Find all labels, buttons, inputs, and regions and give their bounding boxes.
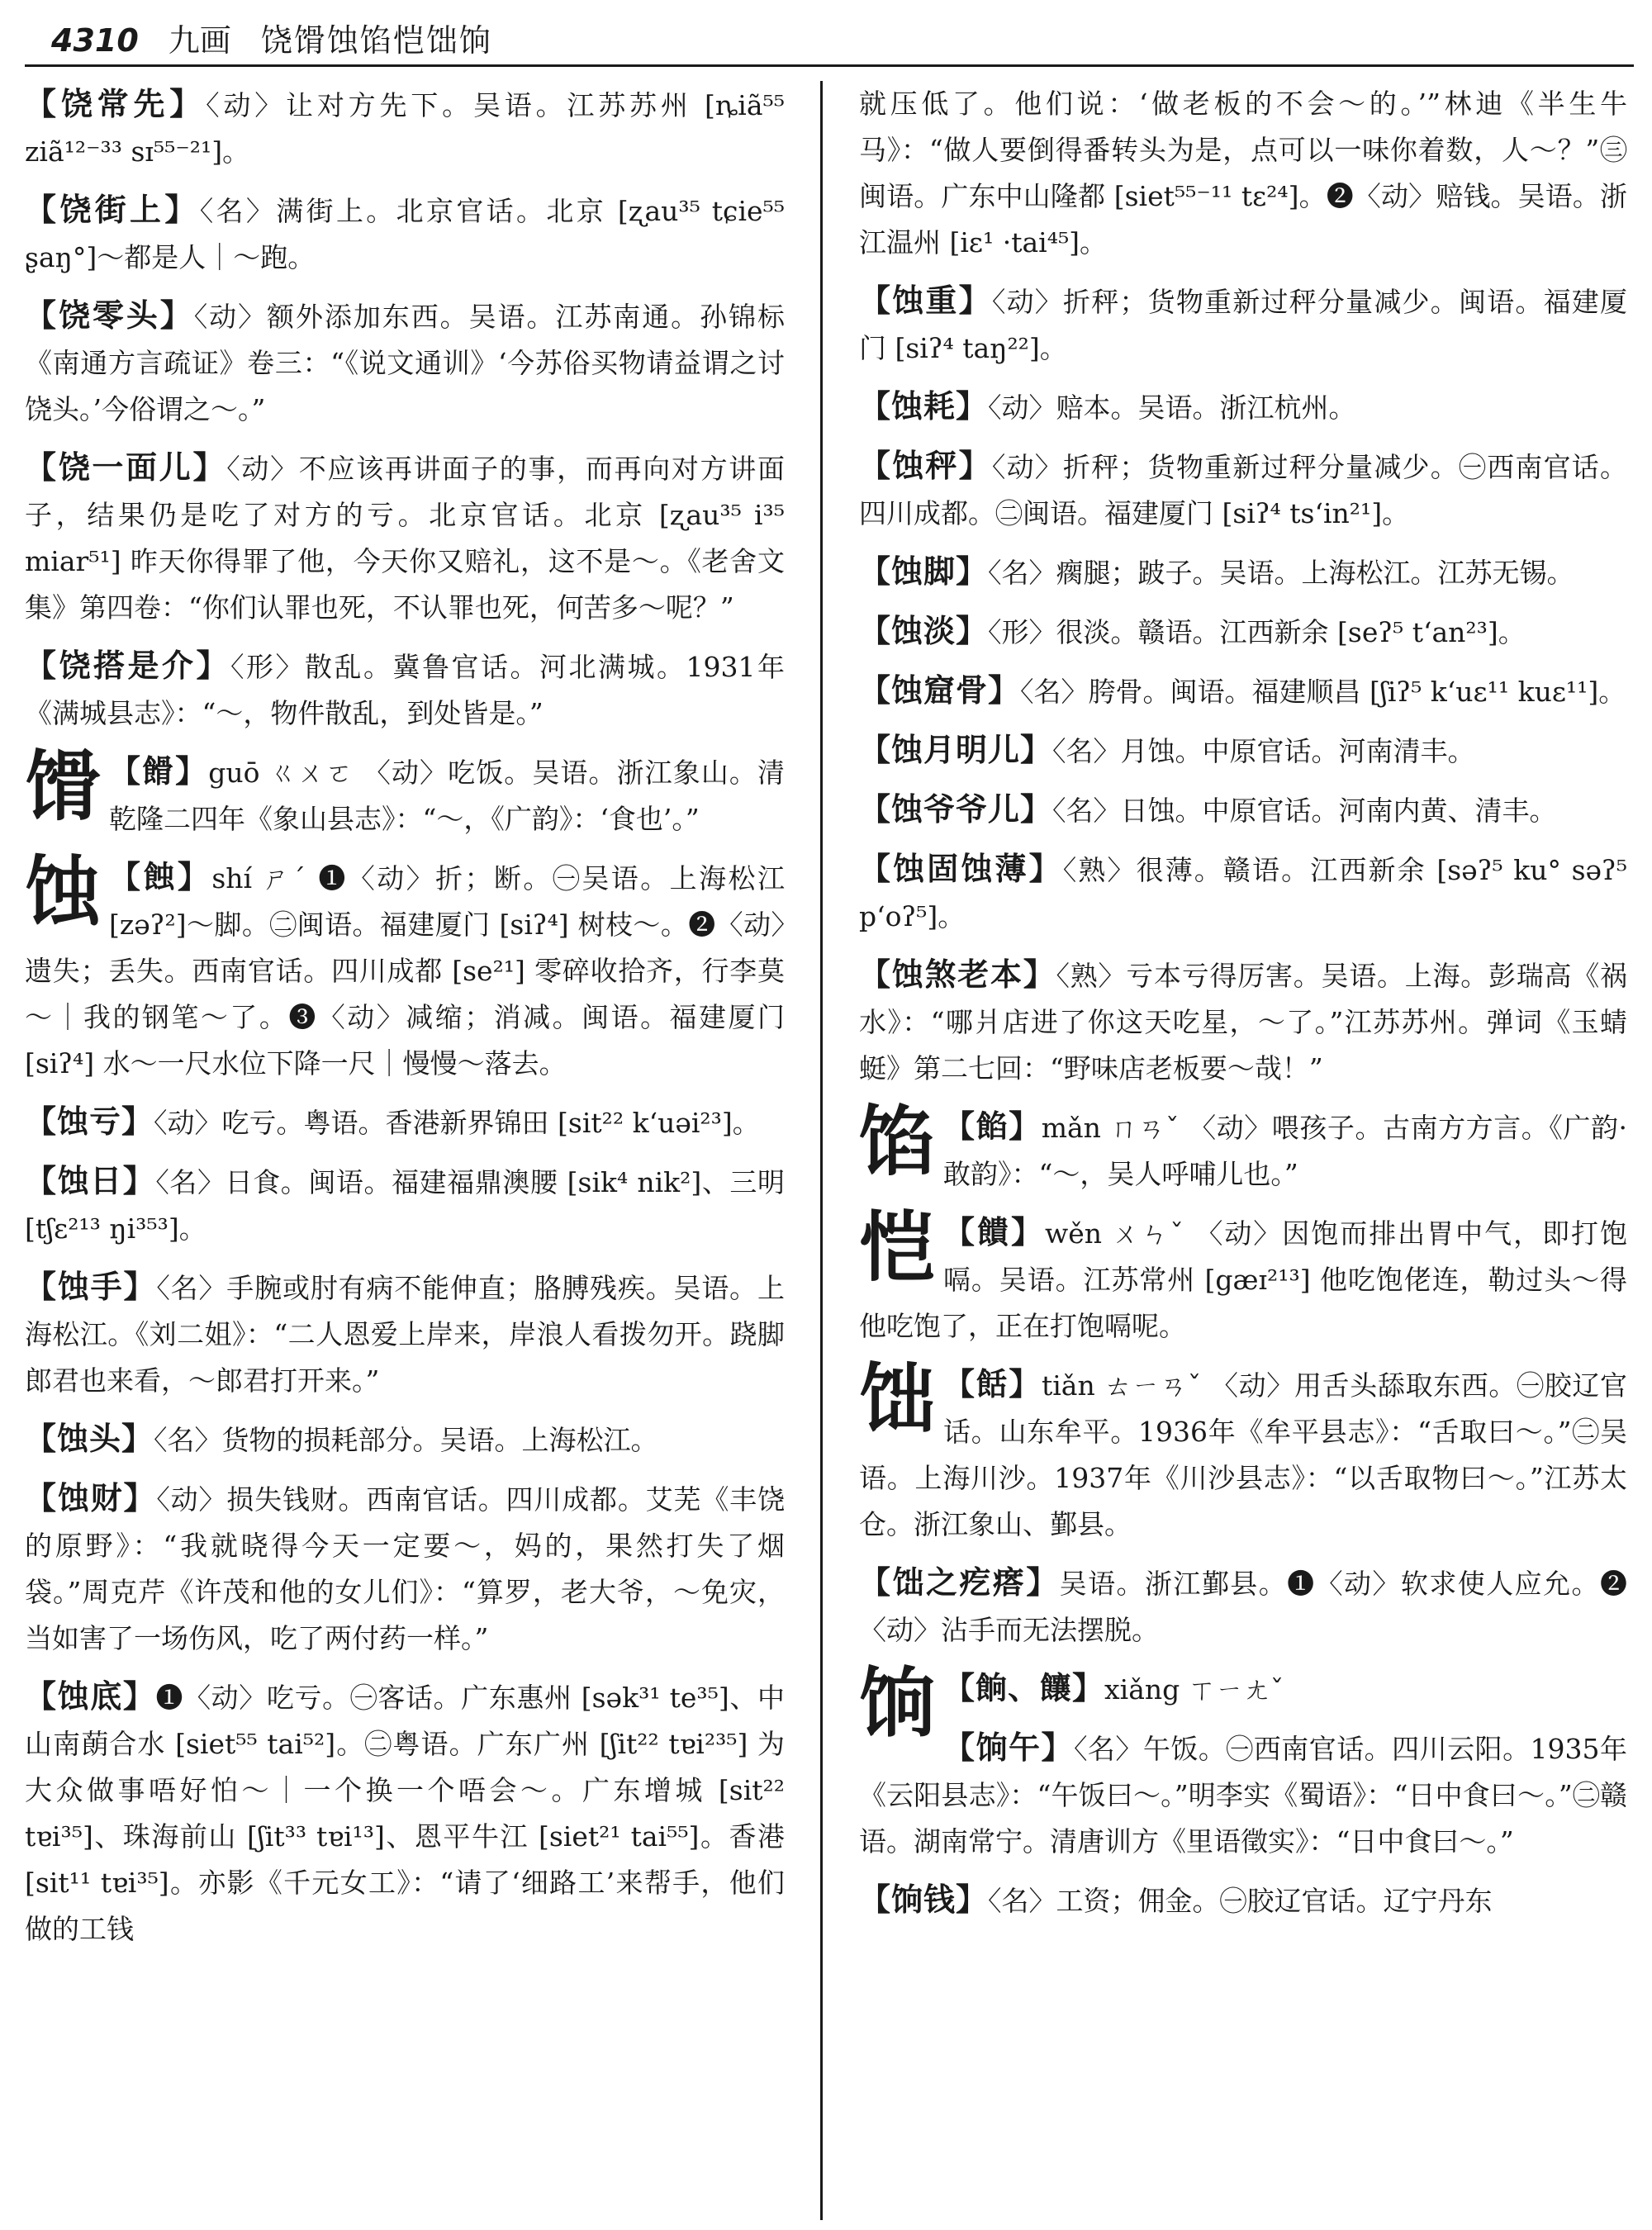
entry-headword: 【饋】 <box>943 1213 1045 1250</box>
entry-definition: 〈名〉满街上。北京官话。北京 [ʐau³⁵ tɕie⁵⁵ ʂaŋ°]～都是人｜～跑。 <box>25 195 785 273</box>
dictionary-entry <box>859 667 1627 715</box>
dictionary-entry <box>25 1098 785 1146</box>
entry-definition: 〈名〉手腕或肘有病不能伸直；胳膊残疾。吴语。上海松江。《刘二姐》：“二人恩爱上岸来，岸浪人看拨勿开。跷脚郎君也来看，～郎君打开来。” <box>25 1272 785 1397</box>
dictionary-entry <box>25 81 785 175</box>
entry-definition: 〈动〉损失钱财。西南官话。四川成都。艾芜《丰饶的原野》：“我就晓得今天一定要～，妈的，果然打失了烟袋。”周克芹《许茂和他的女儿们》：“算罗，老大爷，～免灾，当如害了一场伤风，吃了两付药一样。” <box>25 1483 785 1654</box>
entry-definition: 〈名〉胯骨。闽语。福建顺昌 [ʃiʔ⁵ k‘uɛ¹¹ kuɛ¹¹]。 <box>1020 676 1626 708</box>
entry-definition: guō ㄍㄨㄛ 〈动〉吃饭。吴语。浙江象山。清乾隆二四年《象山县志》：“～，《广韵》：‘食也’。” <box>109 757 785 835</box>
entry-headword: 【蚀煞老本】 <box>859 956 1056 993</box>
character-entry <box>859 1355 1627 1548</box>
dictionary-entry <box>859 1559 1627 1654</box>
character-entry <box>859 1203 1627 1350</box>
dictionary-entry <box>25 1673 785 1952</box>
stroke-count-label: 九画 <box>168 22 231 59</box>
entry-headword: 【饶街上】 <box>25 191 200 228</box>
page-number: 4310 <box>51 22 139 59</box>
entry-headword: 【饷钱】 <box>859 1881 989 1918</box>
entry-headword: 【餂】 <box>943 1365 1042 1402</box>
entry-definition: 〈熟〉亏本亏得厉害。吴语。上海。彭瑞高《祸水》：“哪爿店进了你这天吃星，～了。”江苏苏州。弹词《玉蜻蜓》第二七回：“野味店老板要～哉！” <box>859 960 1627 1084</box>
entry-definition: tiǎn ㄊㄧㄢˇ 〈动〉用舌头舔取东西。㊀胶辽官话。山东牟平。1936年《牟平县志》：“舌取曰～。”㊁吴语。上海川沙。1937年《川沙县志》：“以舌取物曰～。”江苏太仓。浙江象山、鄞县。 <box>859 1369 1627 1540</box>
entry-definition: wěn ㄨㄣˇ 〈动〉因饱而排出胃中气，即打饱嗝。吴语。江苏常州 [gæɪ²¹³] 他吃饱佬连，勒过头～得他吃饱了，正在打饱嗝呢。 <box>859 1217 1627 1342</box>
entry-headword: 【蝕】 <box>109 858 212 895</box>
entry-definition: 〈形〉散乱。冀鲁官话。河北满城。1931年《满城县志》：“～，物件散乱，到处皆是。” <box>25 651 785 729</box>
entry-definition: ❶〈动〉吃亏。㊀客话。广东惠州 [sək³¹ te³⁵]、中山南蓢合水 [siet⁵⁵ tai⁵²]。㊁粤语。广东广州 [ʃit²² tɐi²³⁵] 为大众做事唔好怕～｜一个换一个唔会～。广东增城 [sit²² tɐi³⁵]、珠海前山 [ʃit³³ tɐi¹³]、恩平牛江 [siet²¹ tai⁵⁵]。香港 [sit¹¹ tɐi³⁵]。亦影《千元女工》：“请了‘细路工’来帮手，他们做的工钱 <box>25 1682 785 1945</box>
entry-headword: 【蚀窟骨】 <box>859 671 1021 709</box>
headword-character: 馅 <box>859 1097 936 1186</box>
entry-continuation <box>859 81 1627 266</box>
entry-headword: 【蚀亏】 <box>25 1103 154 1140</box>
entry-definition: 就压低了。他们说：‘做老板的不会～的。’”林迪《半生牛马》：“做人要倒得番转头为是，点可以一味你着数，人～？”㊂闽语。广东中山隆都 [siet⁵⁵⁻¹¹ tɛ²⁴]。❷〈动〉赔钱。吴语。浙江温州 [iɛ¹ ·tai⁴⁵]。 <box>859 88 1627 259</box>
dictionary-entry <box>25 643 785 737</box>
dictionary-entry <box>25 1475 785 1662</box>
dictionary-entry <box>25 292 785 433</box>
entry-definition: shí ㄕˊ ❶〈动〉折；断。㊀吴语。上海松江 [zəʔ²]～脚。㊁闽语。福建厦门 [siʔ⁴] 树枝～。❷〈动〉遗失；丢失。西南官话。四川成都 [se²¹] 零碎收拾齐，行李莫～｜我的钢笔～了。❸〈动〉减缩；消减。闽语。福建厦门 [siʔ⁴] 水～一尺水位下降一尺｜慢慢～落去。 <box>25 862 785 1079</box>
entry-headword: 【蚀淡】 <box>859 612 989 649</box>
entry-headword: 【蚀重】 <box>859 282 992 319</box>
entry-definition: 〈名〉午饭。㊀西南官话。四川云阳。1935年《云阳县志》：“午饭曰～。”明李实《蜀语》：“日中食曰～。”㊁赣语。湖南常宁。清唐训方《里语徵实》：“日中食曰～。” <box>859 1733 1627 1858</box>
entry-definition: 〈名〉日蚀。中原官话。河南内黄、清丰。 <box>1052 795 1557 827</box>
character-entry <box>859 1097 1627 1198</box>
entry-definition: 〈动〉让对方先下。吴语。江苏苏州 [ȵiã⁵⁵ ziã¹²⁻³³ sɪ⁵⁵⁻²¹]。 <box>25 89 785 168</box>
dictionary-entry <box>25 1264 785 1404</box>
entry-definition: 〈动〉折秤；货物重新过秤分量减少。㊀西南官话。四川成都。㊁闽语。福建厦门 [siʔ⁴ ts‘in²¹]。 <box>859 451 1627 529</box>
dictionary-entry <box>25 444 785 631</box>
dictionary-entry <box>859 608 1627 656</box>
entry-headword: 【饶常先】 <box>25 85 206 122</box>
dictionary-entry <box>859 951 1627 1092</box>
entry-headword: 【蚀爷爷儿】 <box>859 790 1053 828</box>
entry-definition: 〈动〉额外添加东西。吴语。江苏南通。孙锦标《南通方言疏证》卷三：“《说文通训》‘今苏俗买物请益谓之讨饶头。’今俗谓之～。” <box>25 301 785 425</box>
headword-character: 饷 <box>859 1658 936 1748</box>
headword-character: 蚀 <box>25 847 102 937</box>
entry-definition: 〈名〉货物的损耗部分。吴语。上海松江。 <box>154 1424 658 1456</box>
entry-headword: 【餶】 <box>109 752 209 790</box>
column-divider <box>820 81 823 2220</box>
left-column <box>25 81 785 2220</box>
entry-headword: 【饶零头】 <box>25 297 194 334</box>
entry-definition: 〈动〉折秤；货物重新过秤分量减少。闽语。福建厦门 [siʔ⁴ taŋ²²]。 <box>859 286 1627 364</box>
dictionary-entry <box>859 846 1627 940</box>
entry-headword: 【蚀头】 <box>25 1420 154 1457</box>
entry-definition: mǎn ㄇㄢˇ 〈动〉喂孩子。古南方方言。《广韵·敢韵》：“～，吴人呼哺儿也。” <box>943 1112 1627 1190</box>
entry-headword: 【蚀财】 <box>25 1479 157 1516</box>
dictionary-entry <box>859 1877 1627 1924</box>
character-entry <box>25 742 785 842</box>
headword-character: 饳 <box>859 1355 936 1444</box>
entry-headword: 【蚀日】 <box>25 1162 156 1199</box>
entry-definition: 〈形〉很淡。赣语。江西新余 [seʔ⁵ t‘an²³]。 <box>988 616 1526 648</box>
entry-definition: 〈熟〉很薄。赣语。江西新余 [səʔ⁵ ku° səʔ⁵ p‘oʔ⁵]。 <box>859 854 1627 932</box>
dictionary-entry <box>859 548 1627 596</box>
headword-character: 馉 <box>25 742 102 831</box>
dictionary-entry <box>25 1416 785 1464</box>
entry-headword: 【餡】 <box>943 1108 1042 1145</box>
entry-definition: 〈动〉赔本。吴语。浙江杭州。 <box>988 391 1356 424</box>
entry-headword: 【蚀脚】 <box>859 553 989 590</box>
dictionary-entry <box>859 383 1627 431</box>
entry-headword: 【蚀固蚀薄】 <box>859 850 1063 887</box>
character-entry <box>25 847 785 1087</box>
entry-headword: 【饳之疙瘩】 <box>859 1563 1060 1601</box>
dictionary-entry <box>859 786 1627 834</box>
dictionary-entry <box>25 187 785 281</box>
entry-definition: 〈名〉瘸腿；跛子。吴语。上海松江。江苏无锡。 <box>988 557 1574 589</box>
dictionary-entry <box>859 727 1627 775</box>
page-header <box>51 15 1621 58</box>
entry-headword: 【饷午】 <box>943 1729 1074 1766</box>
dictionary-entry <box>25 1158 785 1252</box>
entry-headword: 【餉、饟】 <box>943 1669 1105 1706</box>
entry-definition: xiǎng ㄒㄧㄤˇ <box>1104 1673 1284 1706</box>
right-column <box>859 81 1627 2220</box>
header-rule <box>25 64 1634 67</box>
entry-headword: 【蚀手】 <box>25 1268 157 1305</box>
entry-definition: 吴语。浙江鄞县。❶〈动〉软求使人应允。❷〈动〉沾手而无法摆脱。 <box>859 1568 1627 1646</box>
entry-definition: 〈动〉不应该再讲面子的事，而再向对方讲面子，结果仍是吃了对方的亏。北京官话。北京 [ʐau³⁵ i³⁵ miar⁵¹] 昨天你得罪了他，今天你又赔礼，这不是～。《老舍文集》第四卷：“你们认罪也死，不认罪也死，何苦多～呢？” <box>25 453 785 624</box>
dictionary-entry <box>859 1725 1627 1865</box>
entry-headword: 【饶一面儿】 <box>25 448 227 486</box>
entry-headword: 【蚀耗】 <box>859 387 989 425</box>
entry-definition: 〈动〉吃亏。粤语。香港新界锦田 [sit²² k‘uəi²³]。 <box>154 1107 760 1139</box>
entry-headword: 【蚀月明儿】 <box>859 731 1053 768</box>
dictionary-entry <box>859 278 1627 372</box>
entry-definition: 〈名〉工资；佣金。㊀胶辽官话。辽宁丹东 <box>988 1885 1493 1917</box>
dictionary-entry <box>859 443 1627 537</box>
headword-range: 饶馉蚀馅恺饳饷 <box>260 22 492 59</box>
entry-headword: 【蚀底】 <box>25 1677 156 1715</box>
entry-definition: 〈名〉月蚀。中原官话。河南清丰。 <box>1052 735 1475 767</box>
headword-character: 恺 <box>859 1203 936 1292</box>
entry-definition: 〈名〉日食。闽语。福建福鼎澳腰 [sik⁴ nik²]、三明 [tʃɛ²¹³ ŋi³⁵³]。 <box>25 1166 785 1245</box>
entry-headword: 【蚀秤】 <box>859 447 992 484</box>
entry-headword: 【饶搭是介】 <box>25 647 231 684</box>
